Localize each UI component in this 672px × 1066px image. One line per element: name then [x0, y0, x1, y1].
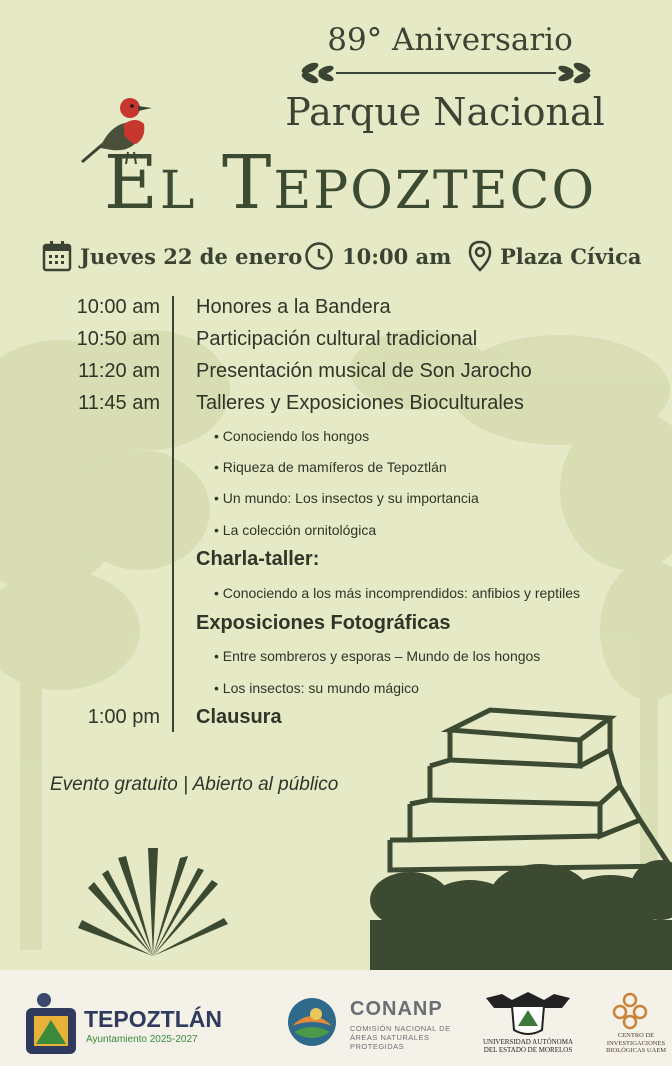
event-time	[304, 234, 451, 278]
sponsor-logos-bar	[0, 970, 672, 1066]
timeline-divider	[172, 296, 174, 732]
location-pin-icon	[468, 240, 492, 272]
conanp-logo-text: CONANP	[350, 998, 443, 1020]
laurel-divider-icon	[296, 58, 596, 88]
schedule-time: 10:50 am	[76, 328, 160, 350]
agave-illustration	[78, 838, 228, 958]
event-date	[42, 234, 302, 278]
conanp-logo-subtitle: COMISIÓN NACIONAL DE ÁREAS NATURALES PROTEGIDAS	[350, 1024, 451, 1051]
cib-logo-text: CENTRO DE INVESTIGACIONES BIOLÓGICAS UAEM	[605, 1032, 667, 1054]
taller-item: • Un mundo: Los insectos y su importancia	[214, 490, 479, 506]
taller-item: • La colección ornitológica	[214, 522, 377, 538]
schedule-time: 11:20 am	[78, 360, 160, 382]
schedule-activity: Participación cultural tradicional	[196, 328, 478, 350]
uaem-logo-text: UNIVERSIDAD AUTÓNOMA DEL ESTADO DE MORELOS	[482, 1038, 574, 1054]
schedule-time: 10:00 am	[76, 296, 160, 318]
cib-logo-icon	[612, 992, 648, 1030]
event-place	[468, 234, 641, 278]
charla-title: Charla-taller:	[196, 548, 320, 570]
main-title: El Tepozteco	[103, 140, 597, 226]
tepoztlan-crest-icon	[22, 990, 80, 1058]
exposiciones-title: Exposiciones Fotográficas	[196, 612, 451, 634]
conanp-logo-icon	[286, 996, 338, 1048]
exposicion-item: • Los insectos: su mundo mágico	[214, 680, 419, 696]
taller-item: • Conociendo los hongos	[214, 428, 370, 444]
exposicion-item: • Entre sombreros y esporas – Mundo de los hongos	[214, 648, 541, 664]
charla-item: • Conociendo a los más incomprendidos: anfibios y reptiles	[214, 585, 580, 601]
schedule-activity: Honores a la Bandera	[196, 296, 391, 318]
pyramid-illustration	[370, 700, 672, 970]
tepoztlan-logo-text: TEPOZTLÁN	[84, 1006, 222, 1032]
event-time-text: 10:00 am	[342, 243, 452, 269]
taller-item: • Riqueza de mamíferos de Tepoztlán	[214, 459, 447, 475]
event-date-text: Jueves 22 de enero	[80, 243, 303, 269]
schedule-activity: Talleres y Exposiciones Bioculturales	[196, 392, 524, 414]
tepoztlan-logo-subtitle: Ayuntamiento 2025-2027	[86, 1034, 198, 1045]
schedule-activity: Presentación musical de Son Jarocho	[196, 360, 532, 382]
anniversary-heading: 89° Aniversario	[327, 22, 573, 58]
free-event-note: Evento gratuito | Abierto al público	[50, 774, 339, 795]
clock-icon	[304, 241, 334, 271]
calendar-icon	[42, 240, 72, 272]
schedule-time: 11:45 am	[78, 392, 160, 414]
event-info-row	[0, 234, 672, 278]
closing-time: 1:00 pm	[87, 706, 160, 728]
closing-activity: Clausura	[196, 706, 282, 728]
uaem-crest-icon	[482, 992, 574, 1036]
event-place-text: Plaza Cívica	[500, 243, 642, 269]
park-heading: Parque Nacional	[285, 90, 605, 134]
